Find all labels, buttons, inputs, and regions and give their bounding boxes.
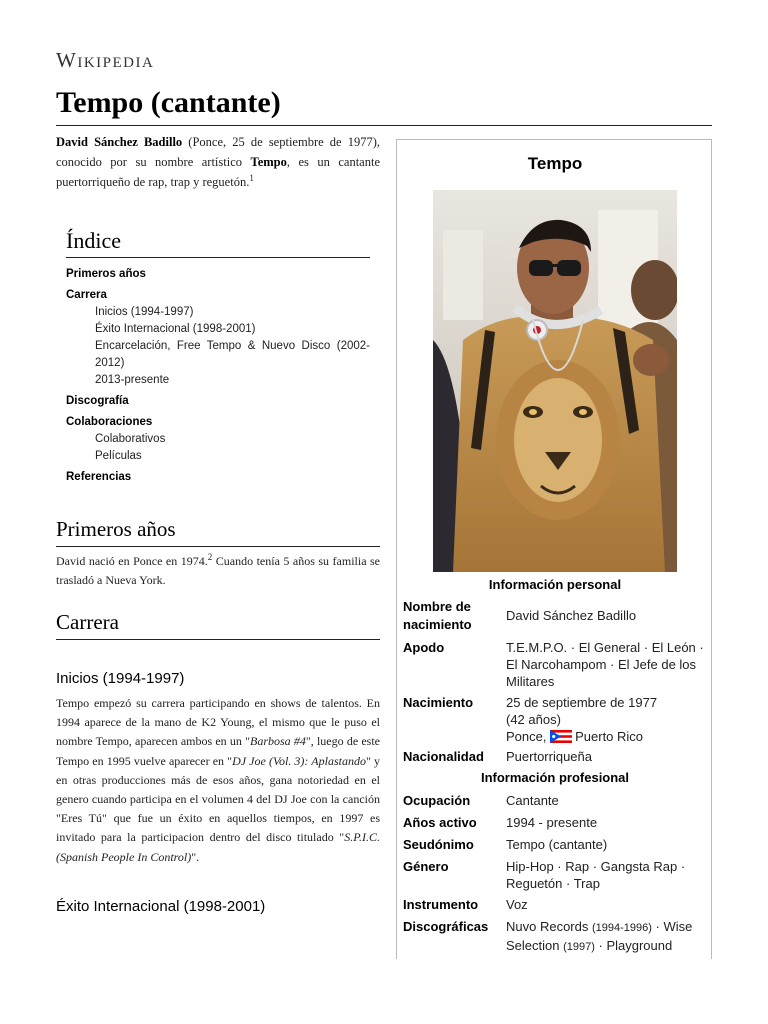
primeros-text-2: Cuando tenía 5 años su familia se trasladó a Nueva York. [56,554,381,588]
toc-item-carrera[interactable]: Carrera [66,289,107,301]
infobox-title: Tempo [527,154,583,173]
infobox-label: Apodo [403,640,445,655]
infobox-label: Nombre de nacimiento [403,599,472,632]
country-link[interactable]: Puerto Rico [575,729,644,744]
table-of-contents [66,228,370,486]
lead-text-2: , es un cantante puertorriqueño de rap, trap y reguetón. [56,155,380,189]
toc-item-primeros-anos[interactable]: Primeros años [66,268,146,280]
subsection-heading-inicios: Inicios (1994-1997) [56,670,185,687]
lead-text-1: (Ponce, 25 de septiembre de 1977), conocido por su nombre artístico [56,135,380,169]
infobox-value: Cantante [506,793,559,808]
birth-age: (42 años) [506,712,561,727]
subsection-heading-exito: Éxito Internacional (1998-2001) [56,898,266,915]
artist-photo-image [433,190,677,572]
label-link[interactable]: Nuvo Records [506,919,589,934]
label-link[interactable]: · Wise Selection [506,919,693,953]
infobox-value [506,918,706,956]
toc-item-colaborativos[interactable]: Colaborativos [95,433,166,445]
infobox-label: Nacimiento [403,695,474,710]
infobox-value: Hip-Hop · Rap · Gangsta Rap · Reguetón · Trap [506,859,686,891]
wikipedia-logo: Wikipedia [56,48,155,72]
toc-item-discografia[interactable]: Discografía [66,395,129,407]
artist-photo[interactable] [433,190,677,572]
infobox-personal-header: Información personal [488,577,622,592]
ref-link[interactable]: 1 [249,172,254,183]
inicios-title-3: S.P.I.C. (Spanish People In Control) [56,830,380,864]
inicios-title-2: DJ Joe (Vol. 3): Aplastando [232,753,366,768]
infobox [396,139,712,959]
infobox-label: Ocupación [403,793,471,808]
toc-item-encarcelacion[interactable]: Encarcelación, Free Tempo & Nuevo Disco (2002-2012) [95,340,370,369]
toc-item-referencias[interactable]: Referencias [66,471,132,483]
page-title: Tempo (cantante) [56,86,712,126]
infobox-value: Puertorriqueña [506,749,592,764]
birth-city-link[interactable]: Ponce, [506,729,547,744]
inicios-text-1: Tempo empezó su carrera participando en shows de talentos. En 1994 aparece de la mano de K2 Young, el mismo que le puso el nombre Tempo, aparecen ambos en un " [56,696,380,749]
infobox-professional-header: Información profesional [480,770,630,785]
toc-item-colaboraciones[interactable]: Colaboraciones [66,416,153,428]
inicios-text-3: " y en otras producciones más de esos años, gana notoriedad en el genero cuando participa en el volumen 4 del DJ Joe con la canción "Eres Tú" que fue un éxito en aquellos tiempos, en 1997 es invitado para la participacion dentro del disco titulado " [56,753,381,845]
infobox-value: Voz [506,897,528,912]
infobox-value [506,694,706,747]
label-years: (1994-1996) [592,922,652,934]
toc-item-exito[interactable]: Éxito Internacional (1998-2001) [95,323,256,335]
section-heading-carrera: Carrera [56,610,380,640]
subject-name: David Sánchez Badillo [56,135,183,149]
label-link[interactable]: · Playground [594,938,673,953]
inicios-text-4: ". [191,849,200,864]
birth-date: 25 de septiembre de 1977 [506,695,658,710]
infobox-label: Género [403,859,449,874]
toc-item-2013[interactable]: 2013-presente [95,374,170,386]
puerto-rico-flag-icon [550,730,572,747]
infobox-value: Tempo (cantante) [506,837,608,852]
infobox-label: Años activo [403,815,477,830]
primeros-anos-paragraph [56,552,380,590]
inicios-title-1: Barbosa #4 [249,734,306,749]
toc-item-inicios[interactable]: Inicios (1994-1997) [95,306,194,318]
ref-link[interactable]: 2 [207,552,213,562]
infobox-label: Instrumento [403,897,479,912]
toc-heading: Índice [66,228,370,258]
stage-name: Tempo [250,155,287,169]
infobox-label: Seudónimo [403,837,474,852]
primeros-text-1: David nació en Ponce en 1974. [56,554,208,568]
infobox-label: Nacionalidad [403,749,484,764]
label-years: (1997) [563,941,595,953]
infobox-value: T.E.M.P.O. · El General · El León · El Narcohampom · El Jefe de los Militares [506,640,704,689]
infobox-value: 1994 - presente [506,815,598,830]
infobox-value: David Sánchez Badillo [506,608,637,623]
birth-place [506,728,706,747]
toc-item-peliculas[interactable]: Películas [95,450,142,462]
inicios-text-2: ", luego de este Tempo en 1995 vuelve aparecer en " [56,734,381,768]
inicios-paragraph [56,694,380,867]
infobox-label: Discográficas [403,919,489,934]
section-heading-primeros-anos: Primeros años [56,517,380,547]
lead-paragraph [56,132,380,192]
